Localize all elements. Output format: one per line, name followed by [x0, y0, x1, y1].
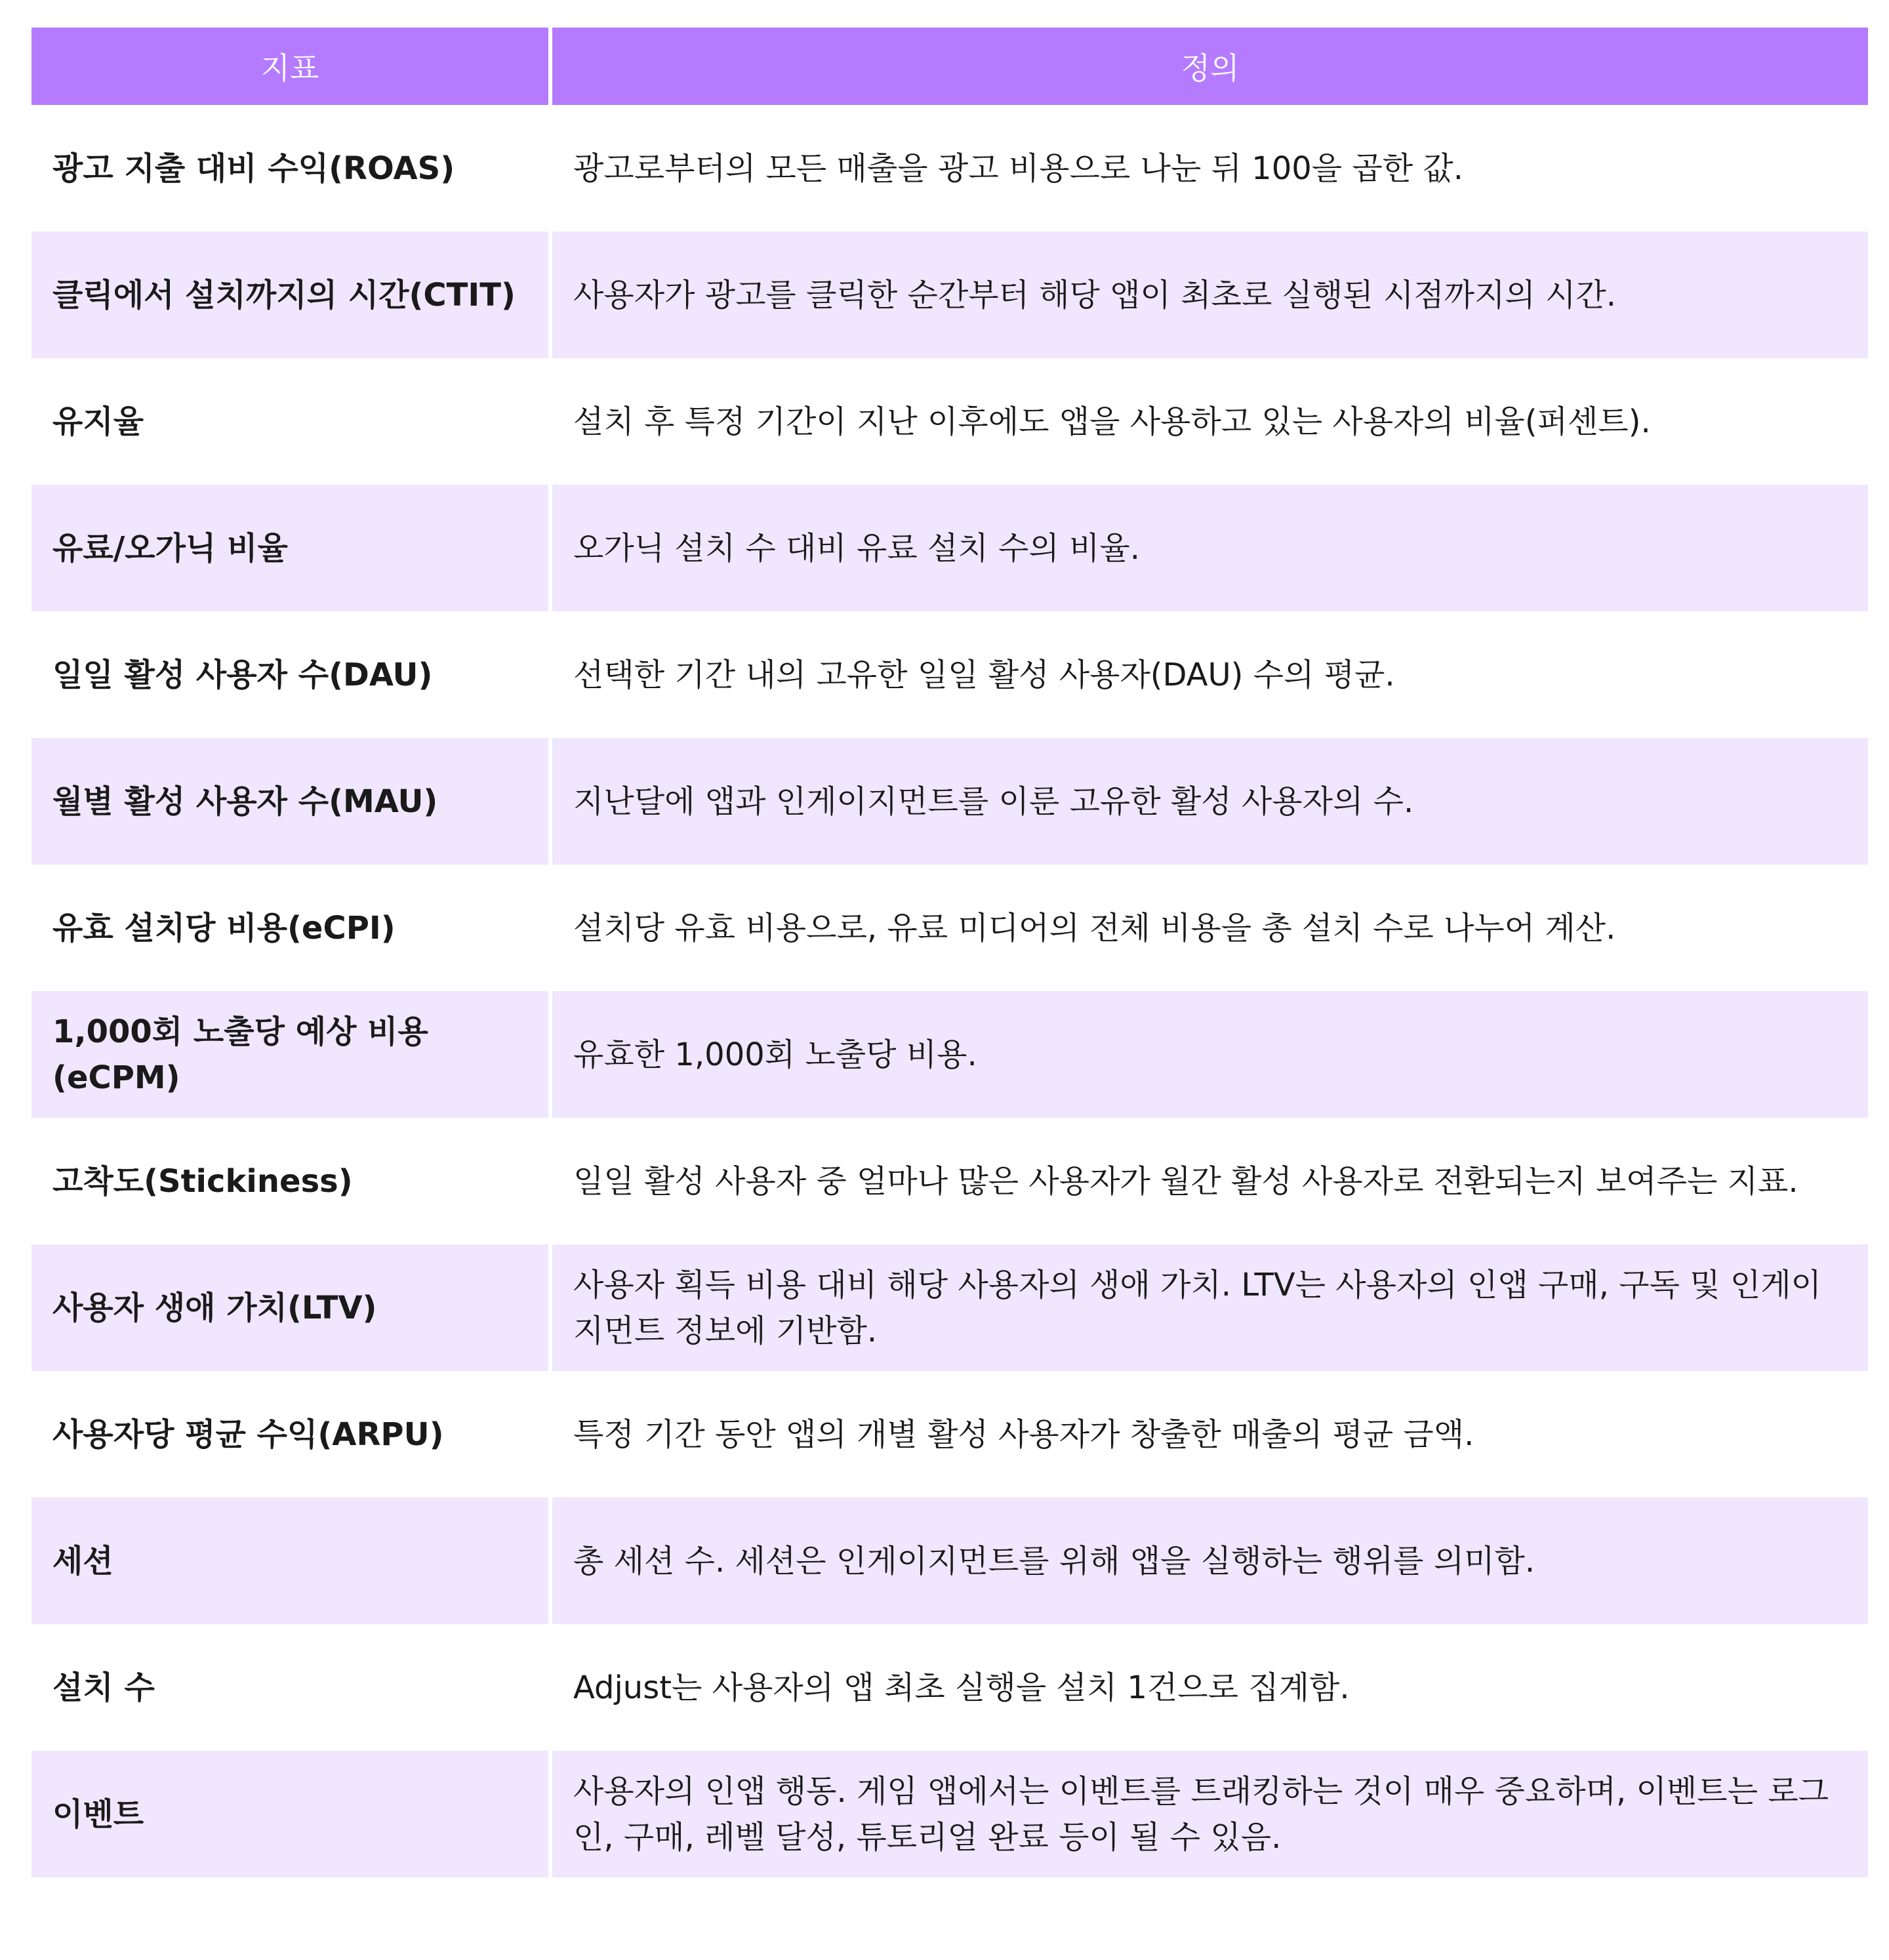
table-row [31, 358, 1868, 485]
metric-term: 유효 설치당 비용(eCPI) [31, 865, 552, 991]
metric-definition: 광고로부터의 모든 매출을 광고 비용으로 나눈 뒤 100을 곱한 값. [552, 105, 1868, 232]
metric-definition: 오가닉 설치 수 대비 유료 설치 수의 비율. [552, 485, 1868, 611]
header-definition: 정의 [552, 28, 1868, 105]
metric-term: 월별 활성 사용자 수(MAU) [31, 738, 552, 865]
table-row [31, 1498, 1868, 1624]
metric-term: 사용자 생애 가치(LTV) [31, 1244, 552, 1371]
metric-definition: 선택한 기간 내의 고유한 일일 활성 사용자(DAU) 수의 평균. [552, 611, 1868, 738]
table-row [31, 991, 1868, 1118]
table-body [31, 105, 1868, 1877]
metric-definition: 특정 기간 동안 앱의 개별 활성 사용자가 창출한 매출의 평균 금액. [552, 1371, 1868, 1498]
metric-term: 이벤트 [31, 1751, 552, 1877]
metric-term: 광고 지출 대비 수익(ROAS) [31, 105, 552, 232]
table-row [31, 232, 1868, 358]
header-metric: 지표 [31, 28, 552, 105]
metric-definition: 지난달에 앱과 인게이지먼트를 이룬 고유한 활성 사용자의 수. [552, 738, 1868, 865]
metric-term: 1,000회 노출당 예상 비용 (eCPM) [31, 991, 552, 1118]
metric-definition: 설치당 유효 비용으로, 유료 미디어의 전체 비용을 총 설치 수로 나누어 계산. [552, 865, 1868, 991]
table-row [31, 738, 1868, 865]
table-header [31, 28, 1868, 105]
table-row [31, 611, 1868, 738]
metric-definition: 사용자의 인앱 행동. 게임 앱에서는 이벤트를 트래킹하는 것이 매우 중요하며, 이벤트는 로그인, 구매, 레벨 달성, 튜토리얼 완료 등이 될 수 있음. [552, 1751, 1868, 1877]
table-row [31, 1118, 1868, 1244]
metric-term: 클릭에서 설치까지의 시간(CTIT) [31, 232, 552, 358]
metric-definition: 설치 후 특정 기간이 지난 이후에도 앱을 사용하고 있는 사용자의 비율(퍼센트). [552, 358, 1868, 485]
metric-term: 유료/오가닉 비율 [31, 485, 552, 611]
table-row [31, 1244, 1868, 1371]
metric-term: 일일 활성 사용자 수(DAU) [31, 611, 552, 738]
metric-definition: 총 세션 수. 세션은 인게이지먼트를 위해 앱을 실행하는 행위를 의미함. [552, 1498, 1868, 1624]
table-row [31, 1624, 1868, 1751]
header-row [31, 28, 1868, 105]
metric-definition: 사용자가 광고를 클릭한 순간부터 해당 앱이 최초로 실행된 시점까지의 시간. [552, 232, 1868, 358]
metric-definition: 사용자 획득 비용 대비 해당 사용자의 생애 가치. LTV는 사용자의 인앱 구매, 구독 및 인게이지먼트 정보에 기반함. [552, 1244, 1868, 1371]
metric-definition: Adjust는 사용자의 앱 최초 실행을 설치 1건으로 집계함. [552, 1624, 1868, 1751]
table-row [31, 1751, 1868, 1877]
metric-definition: 유효한 1,000회 노출당 비용. [552, 991, 1868, 1118]
metric-term: 고착도(Stickiness) [31, 1118, 552, 1244]
metric-term: 설치 수 [31, 1624, 552, 1751]
metric-term: 유지율 [31, 358, 552, 485]
metrics-table [31, 28, 1868, 1877]
table-row [31, 865, 1868, 991]
metric-term: 사용자당 평균 수익(ARPU) [31, 1371, 552, 1498]
table-row [31, 485, 1868, 611]
metric-term: 세션 [31, 1498, 552, 1624]
metric-definition: 일일 활성 사용자 중 얼마나 많은 사용자가 월간 활성 사용자로 전환되는지 보여주는 지표. [552, 1118, 1868, 1244]
table-row [31, 105, 1868, 232]
table-row [31, 1371, 1868, 1498]
